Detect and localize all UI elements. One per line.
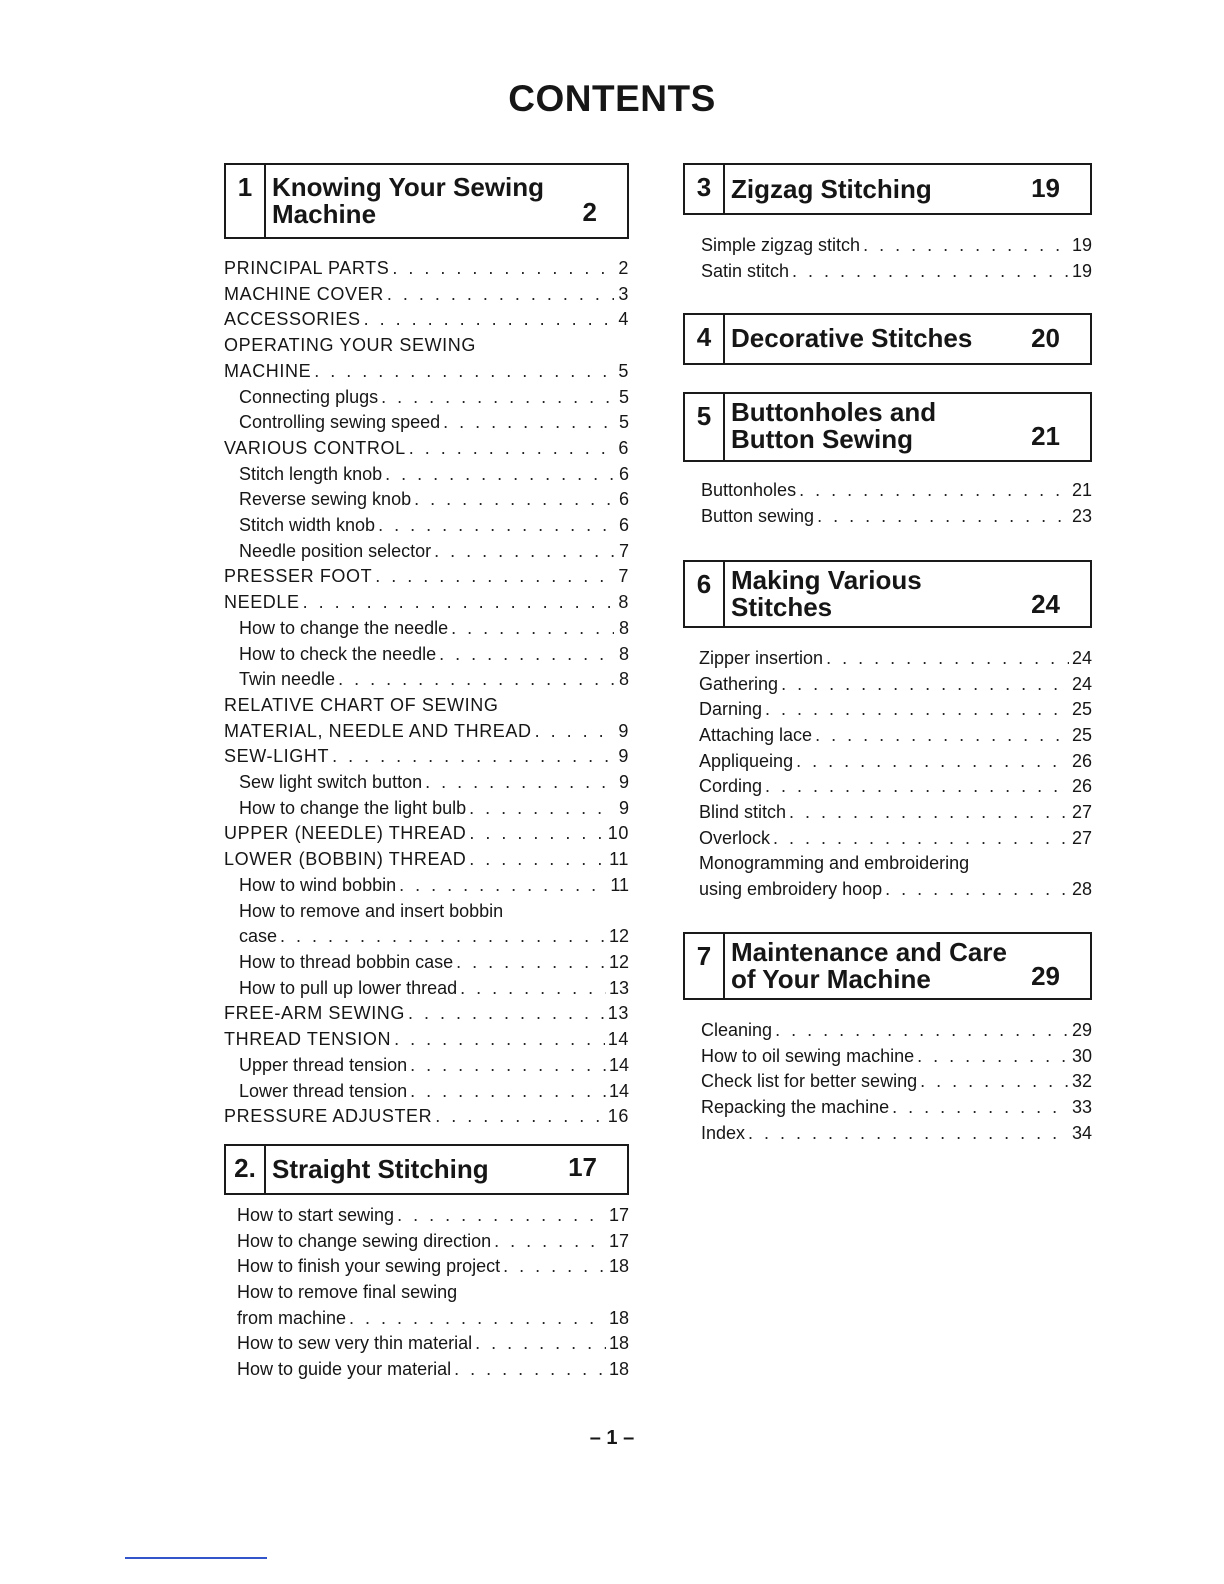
chapter-1-page: 2 <box>582 197 597 227</box>
chapter-7-page: 29 <box>1031 960 1060 991</box>
toc-page: 11 <box>609 849 629 870</box>
toc-entry <box>224 796 629 822</box>
toc-entry <box>224 719 629 745</box>
toc-page: 16 <box>607 1106 629 1127</box>
toc-entry <box>699 723 1092 749</box>
toc-label: Stitch width knob <box>239 515 376 536</box>
toc-page: 18 <box>608 1359 629 1380</box>
toc-entry <box>224 282 629 308</box>
toc-page: 13 <box>608 977 629 998</box>
toc-label: How to finish your sewing project <box>237 1256 501 1277</box>
chapter-5-number: 5 <box>685 394 725 460</box>
toc-page: 7 <box>618 540 629 561</box>
toc-entry <box>224 436 629 462</box>
toc-entry <box>699 697 1092 723</box>
toc-label: Buttonholes <box>701 480 797 501</box>
toc-label: How to change sewing direction <box>237 1230 492 1251</box>
toc-entry <box>237 1254 629 1280</box>
chapter-6-title: Making Various Stitches <box>731 564 922 622</box>
right-column <box>683 163 1092 1146</box>
toc-page: 8 <box>618 592 629 613</box>
toc-page: 30 <box>1071 1045 1092 1066</box>
chapter-7-title: Maintenance and Care of Your Machine <box>731 936 1007 994</box>
toc-label: How to pull up lower thread <box>239 977 458 998</box>
toc-page: 7 <box>618 566 629 587</box>
toc-entry <box>224 256 629 282</box>
toc-label: RELATIVE CHART OF SEWING <box>224 694 499 715</box>
toc-label: PRINCIPAL PARTS <box>224 258 390 278</box>
chapter-5-title: Buttonholes and Button Sewing <box>731 397 937 455</box>
toc-page: 6 <box>618 515 629 536</box>
toc-page: 34 <box>1071 1122 1092 1143</box>
toc-page: 11 <box>610 874 629 895</box>
toc-label: Overlock <box>699 827 771 848</box>
toc-label: Satin stitch <box>701 260 790 281</box>
toc-label: VARIOUS CONTROL <box>224 437 406 458</box>
toc-entry <box>224 1053 629 1079</box>
chapter-2-entries <box>224 1203 629 1383</box>
toc-page: 18 <box>608 1333 629 1354</box>
toc-entry <box>701 478 1092 504</box>
toc-page: 10 <box>607 823 629 844</box>
toc-entry <box>237 1357 629 1383</box>
toc-entry <box>224 590 629 616</box>
toc-page: 12 <box>608 951 629 972</box>
toc-page: 14 <box>607 1029 629 1050</box>
toc-page: 24 <box>1071 647 1092 668</box>
chapter-1-heading <box>224 163 629 239</box>
toc-page: 6 <box>618 437 629 458</box>
toc-entry <box>224 1001 629 1027</box>
toc-label: How to remove and insert bobbin <box>239 900 504 921</box>
toc-label: MACHINE <box>224 360 312 381</box>
chapter-4-title: Decorative Stitches <box>731 323 973 354</box>
toc-page: 19 <box>1071 235 1092 255</box>
toc-page: 27 <box>1071 827 1092 848</box>
chapter-1-entries <box>224 256 629 1130</box>
toc-page: 9 <box>618 746 629 767</box>
chapter-6-entries <box>683 646 1092 903</box>
chapter-6-heading <box>683 560 1092 628</box>
toc-entry <box>701 1121 1092 1147</box>
toc-entry <box>224 1104 629 1130</box>
toc-label: How to thread bobbin case <box>239 951 454 972</box>
toc-label: Gathering <box>699 673 779 694</box>
page-number: – 1 – <box>589 1427 635 1449</box>
chapter-7-number: 7 <box>685 934 725 998</box>
toc-page: 27 <box>1071 802 1092 823</box>
toc-page: 26 <box>1071 776 1092 797</box>
toc-entry <box>699 672 1092 698</box>
toc-page: 26 <box>1071 750 1092 771</box>
toc-page: 13 <box>607 1003 629 1024</box>
toc-entry <box>699 646 1092 672</box>
toc-label: OPERATING YOUR SEWING <box>224 335 476 356</box>
chapter-5-heading <box>683 392 1092 462</box>
toc-entry <box>224 642 629 668</box>
chapter-2-number: 2. <box>226 1146 266 1193</box>
chapter-3-title: Zigzag Stitching <box>731 174 932 204</box>
toc-entry <box>224 847 629 873</box>
toc-label: Connecting plugs <box>239 386 379 407</box>
toc-label: Cording <box>699 776 763 797</box>
toc-entry <box>224 539 629 565</box>
toc-page: 23 <box>1071 506 1092 527</box>
toc-page: 12 <box>608 926 629 947</box>
toc-entry <box>699 877 1092 903</box>
toc-label: How to wind bobbin <box>239 874 397 895</box>
toc-page: 18 <box>608 1256 629 1277</box>
chapter-1-title: Knowing Your Sewing Machine <box>272 172 545 229</box>
toc-page: 9 <box>618 720 629 741</box>
toc-label: Lower thread tension <box>239 1080 408 1101</box>
toc-label: case <box>239 926 278 947</box>
toc-entry <box>224 616 629 642</box>
toc-label: MATERIAL, NEEDLE AND THREAD <box>224 720 532 741</box>
toc-entry <box>701 1018 1092 1044</box>
chapter-2-title: Straight Stitching <box>272 1153 489 1184</box>
toc-label: Stitch length knob <box>239 463 383 484</box>
chapter-6-number: 6 <box>685 562 725 626</box>
toc-label: How to oil sewing machine <box>701 1045 915 1066</box>
toc-label: Index <box>701 1122 746 1143</box>
toc-page: 14 <box>608 1054 629 1075</box>
toc-page: 8 <box>618 669 629 690</box>
toc-entry <box>701 504 1092 530</box>
toc-entry <box>237 1306 629 1332</box>
toc-page: 5 <box>618 386 629 407</box>
toc-entry <box>224 770 629 796</box>
toc-label: Reverse sewing knob <box>239 489 412 510</box>
toc-page: 17 <box>608 1204 629 1225</box>
left-column <box>224 163 629 1383</box>
toc-entry <box>224 564 629 590</box>
toc-page: 17 <box>608 1230 629 1251</box>
chapter-5-entries <box>683 478 1092 529</box>
chapter-6-page: 24 <box>1031 588 1060 619</box>
toc-page: 14 <box>608 1080 629 1101</box>
toc-page: 24 <box>1071 673 1092 694</box>
toc-entry <box>699 774 1092 800</box>
toc-label: ACCESSORIES <box>224 309 361 330</box>
toc-page: 18 <box>608 1307 629 1328</box>
toc-label: Cleaning <box>701 1019 773 1040</box>
toc-entry <box>224 359 629 385</box>
toc-entry <box>701 1044 1092 1070</box>
toc-page: 5 <box>618 360 629 381</box>
toc-label: LOWER (BOBBIN) THREAD <box>224 849 467 870</box>
toc-entry <box>224 899 629 925</box>
toc-label: SEW-LIGHT <box>224 746 330 767</box>
toc-label: How to remove final sewing <box>237 1282 458 1303</box>
toc-label: How to check the needle <box>239 643 437 664</box>
toc-entry <box>699 749 1092 775</box>
toc-entry <box>699 826 1092 852</box>
toc-page: 29 <box>1071 1019 1092 1040</box>
toc-label: Upper thread tension <box>239 1054 408 1075</box>
chapter-4-heading <box>683 313 1092 365</box>
chapter-1-number: 1 <box>226 165 266 237</box>
toc-page: 33 <box>1071 1096 1092 1117</box>
toc-entry <box>237 1203 629 1229</box>
page-title: CONTENTS <box>508 78 716 119</box>
toc-page: 3 <box>618 283 629 304</box>
toc-label: from machine <box>237 1307 347 1328</box>
scan-artifact-line <box>125 1557 267 1559</box>
toc-entry <box>224 385 629 411</box>
toc-label: Appliqueing <box>699 750 794 771</box>
toc-entry <box>237 1280 629 1306</box>
toc-entry <box>224 744 629 770</box>
toc-entry <box>224 976 629 1002</box>
toc-page: 25 <box>1071 724 1092 745</box>
chapter-5-page: 21 <box>1031 421 1060 452</box>
chapter-3-entries <box>683 233 1092 284</box>
toc-page: 6 <box>618 463 629 484</box>
toc-label: Repacking the machine <box>701 1096 890 1117</box>
toc-page: 8 <box>618 643 629 664</box>
toc-label: Attaching lace <box>699 724 813 745</box>
toc-entry <box>701 1069 1092 1095</box>
toc-label: PRESSURE ADJUSTER <box>224 1106 433 1127</box>
toc-label: Button sewing <box>701 506 815 527</box>
toc-entry <box>224 1027 629 1053</box>
toc-entry <box>224 410 629 436</box>
toc-label: Darning <box>699 699 763 720</box>
toc-entry <box>224 333 629 359</box>
toc-page: 25 <box>1071 699 1092 720</box>
toc-entry <box>699 800 1092 826</box>
toc-label: Simple zigzag stitch <box>701 235 861 255</box>
toc-label: How to change the needle <box>239 617 449 638</box>
toc-label: Needle position selector <box>239 540 432 561</box>
toc-page: 8 <box>618 617 629 638</box>
toc-page: 19 <box>1071 260 1092 281</box>
chapter-7-heading <box>683 932 1092 1000</box>
chapter-4-number: 4 <box>685 315 725 363</box>
toc-entry <box>224 873 629 899</box>
toc-entry <box>224 821 629 847</box>
toc-label: using embroidery hoop <box>699 879 883 900</box>
toc-label: NEEDLE <box>224 592 300 613</box>
toc-page: 21 <box>1071 480 1092 501</box>
chapter-3-heading <box>683 163 1092 215</box>
toc-entry <box>699 851 1092 877</box>
chapter-7-entries <box>683 1018 1092 1147</box>
toc-page: 5 <box>618 412 629 433</box>
chapter-4-page: 20 <box>1031 323 1060 354</box>
toc-label: How to sew very thin material <box>237 1333 473 1354</box>
toc-entry <box>224 1079 629 1105</box>
toc-label: Check list for better sewing <box>701 1071 918 1092</box>
chapter-3-page: 19 <box>1031 173 1060 203</box>
toc-page: 9 <box>618 772 629 793</box>
toc-entry <box>237 1229 629 1255</box>
toc-label: Blind stitch <box>699 802 787 823</box>
toc-label: How to change the light bulb <box>239 797 467 818</box>
toc-label: PRESSER FOOT <box>224 566 373 587</box>
toc-label: Monogramming and embroidering <box>699 853 970 874</box>
toc-page: 32 <box>1071 1071 1092 1092</box>
toc-label: How to start sewing <box>237 1204 395 1225</box>
toc-page: 6 <box>618 489 629 510</box>
toc-entry <box>237 1331 629 1357</box>
toc-label: FREE-ARM SEWING <box>224 1003 406 1024</box>
chapter-2-heading <box>224 1144 629 1195</box>
toc-label: How to guide your material <box>237 1359 452 1380</box>
toc-label: Twin needle <box>239 669 336 690</box>
toc-page: 4 <box>618 309 629 330</box>
toc-entry <box>224 667 629 693</box>
toc-page: 2 <box>618 258 629 278</box>
toc-entry <box>224 513 629 539</box>
toc-label: Zipper insertion <box>699 647 824 668</box>
toc-label: Sew light switch button <box>239 772 423 793</box>
toc-entry <box>224 462 629 488</box>
toc-entry <box>224 693 629 719</box>
toc-label: THREAD TENSION <box>224 1029 392 1050</box>
toc-entry <box>224 924 629 950</box>
toc-entry <box>224 307 629 333</box>
toc-page: 28 <box>1071 879 1092 900</box>
toc-page: 9 <box>618 797 629 818</box>
toc-entry <box>701 259 1092 285</box>
chapter-2-page: 17 <box>568 1151 597 1182</box>
toc-label: MACHINE COVER <box>224 283 384 304</box>
toc-entry <box>701 233 1092 259</box>
toc-entry <box>224 950 629 976</box>
toc-entry <box>701 1095 1092 1121</box>
chapter-3-number: 3 <box>685 165 725 213</box>
toc-label: UPPER (NEEDLE) THREAD <box>224 823 467 844</box>
toc-entry <box>224 487 629 513</box>
toc-label: Controlling sewing speed <box>239 412 441 433</box>
